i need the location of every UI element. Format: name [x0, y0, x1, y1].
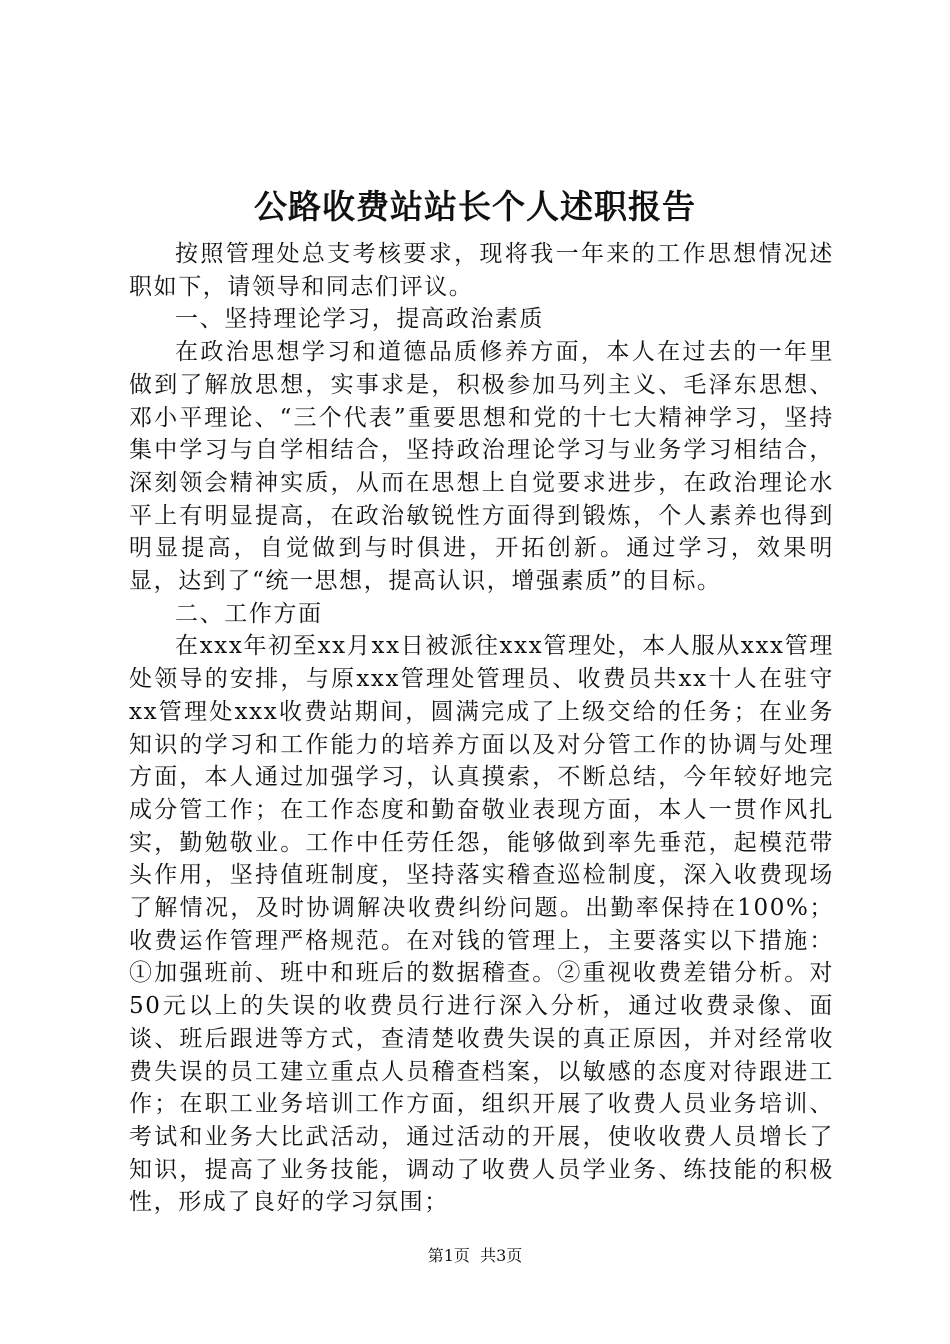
page-number-label: 第1页 共3页	[427, 1246, 523, 1265]
section-heading-1: 一、坚持理论学习，提高政治素质	[175, 306, 544, 333]
section-heading-2: 二、工作方面	[175, 600, 323, 627]
page-footer	[0, 1245, 950, 1267]
document-body	[129, 238, 834, 1219]
section-1-paragraph: 在政治思想学习和道德品质修养方面，本人在过去的一年里做到了解放思想，实事求是，积极参加马列主义、毛泽东思想、邓小平理论、“三个代表”重要思想和党的十七大精神学习，坚持集中学习与自学相结合，坚持政治理论学习与业务学习相结合，深刻领会精神实质，从而在思想上自觉要求进步，在政治理论水平上有明显提高，在政治敏锐性方面得到锻炼，个人素养也得到明显提高，自觉做到与时俱进，开拓创新。通过学习，效果明显，达到了“统一思想，提高认识，增强素质”的目标。	[129, 339, 834, 595]
document-title: 公路收费站站长个人述职报告	[254, 187, 696, 226]
intro-paragraph: 按照管理处总支考核要求，现将我一年来的工作思想情况述职如下，请领导和同志们评议。	[129, 241, 834, 300]
section-2-paragraph: 在xxx年初至xx月xx日被派往xxx管理处，本人服从xxx管理处领导的安排，与原xxx管理处管理员、收费员共xx十人在驻守xx管理处xxx收费站期间，圆满完成了上级交给的任务；在业务知识的学习和工作能力的培养方面以及对分管工作的协调与处理方面，本人通过加强学习，认真摸索，不断总结，今年较好地完成分管工作；在工作态度和勤奋敬业表现方面，本人一贯作风扎实，勤勉敬业。工作中任劳任怨，能够做到率先垂范，起模范带头作用，坚持值班制度，坚持落实稽查巡检制度，深入收费现场了解情况，及时协调解决收费纠纷问题。出勤率保持在100%；收费运作管理严格规范。在对钱的管理上，主要落实以下措施：①加强班前、班中和班后的数据稽查。②重视收费差错分析。对50元以上的失误的收费员行进行深入分析，通过收费录像、面谈、班后跟进等方式，查清楚收费失误的真正原因，并对经常收费失误的员工建立重点人员稽查档案，以敏感的态度对待跟进工作；在职工业务培训工作方面，组织开展了收费人员业务培训、考试和业务大比武活动，通过活动的开展，使收收费人员增长了知识，提高了业务技能，调动了收费人员学业务、练技能的积极性，形成了良好的学习氛围；	[129, 633, 834, 1216]
